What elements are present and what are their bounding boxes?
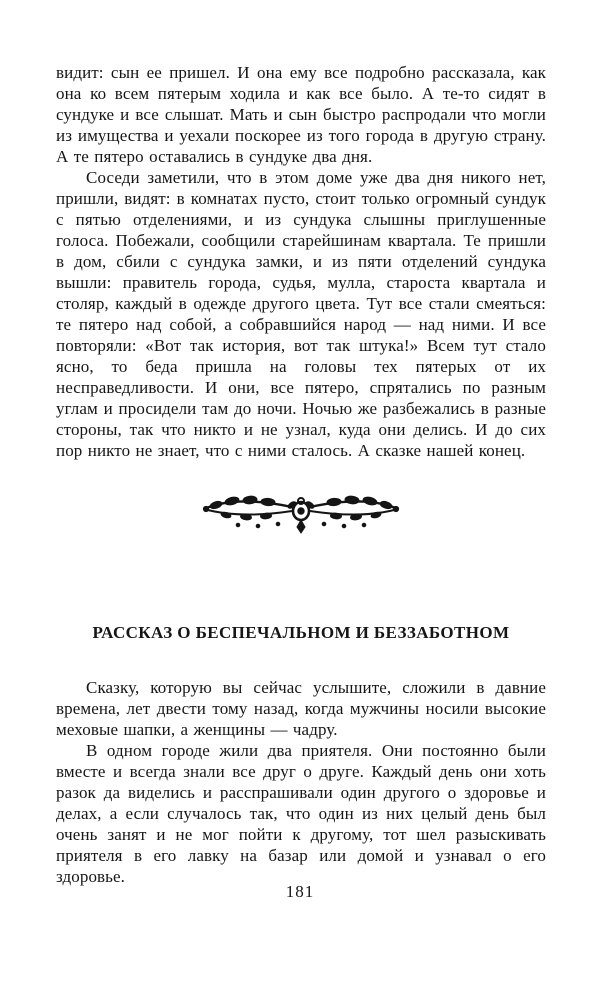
- floral-ornament-icon: [196, 487, 406, 535]
- paragraph: Сказку, которую вы сейчас услышите, сложили в давние времена, лет двести тому назад, когда мужчины носили высокие меховые шапки, а женщины — чадру.: [56, 678, 546, 739]
- section-title: РАССКАЗ О БЕСПЕЧАЛЬНОМ И БЕЗЗАБОТНОМ: [92, 623, 510, 642]
- ornament-graphic: [196, 487, 406, 535]
- paragraph: Соседи заметили, что в этом доме уже два дня никого нет, пришли, видят: в комнатах пусто, стоит только огромный сундук с пятью отделениями, и из сундука слышны приглушенные голоса. Побежали, сообщили старейшинам квартала. Те пришли в дом, сбили с сундука замки, и из пяти отделений сундука вышли: правитель города, судья, мулла, староста квартала и столяр, каждый в одежде другого цвета. Тут все стали смеяться: те пятеро над собой, а собравшийся народ — над ними. И все повторяли: «Вот так история, вот так штука!» Всем тут стало ясно, то беда пришла на головы тех пятерых от их несправедливости. И они, все пятеро, спрятались по разным углам и просидели там до ночи. Ночью же разбежались в разные стороны, так что никто и не узнал, куда они делись. И до сих пор никто не знает, что с ними сталось. А сказке нашей конец.: [56, 168, 546, 460]
- page-number: 181: [285, 882, 315, 901]
- paragraph-continuation: видит: сын ее пришел. И она ему все подробно рассказала, как она ко всем пятерым ходила и как все было. А те-то сидят в сундуке и все слышат. Мать и сын быстро распродали что могли из имущества и уехали поскорее из того города в другую страну. А те пятеро оставались в сундуке два дня.: [56, 63, 546, 166]
- paragraph: В одном городе жили два приятеля. Они постоянно были вместе и всегда знали все друг о друге. Каждый день они хоть разок да виделись и расспрашивали один другого о здоровье и делах, а если случалось так, что один из них целый день был очень занят и не мог пойти к другому, тот шел разыскивать приятеля в его лавку на базар или домой и узнавал о его здоровье.: [56, 741, 546, 886]
